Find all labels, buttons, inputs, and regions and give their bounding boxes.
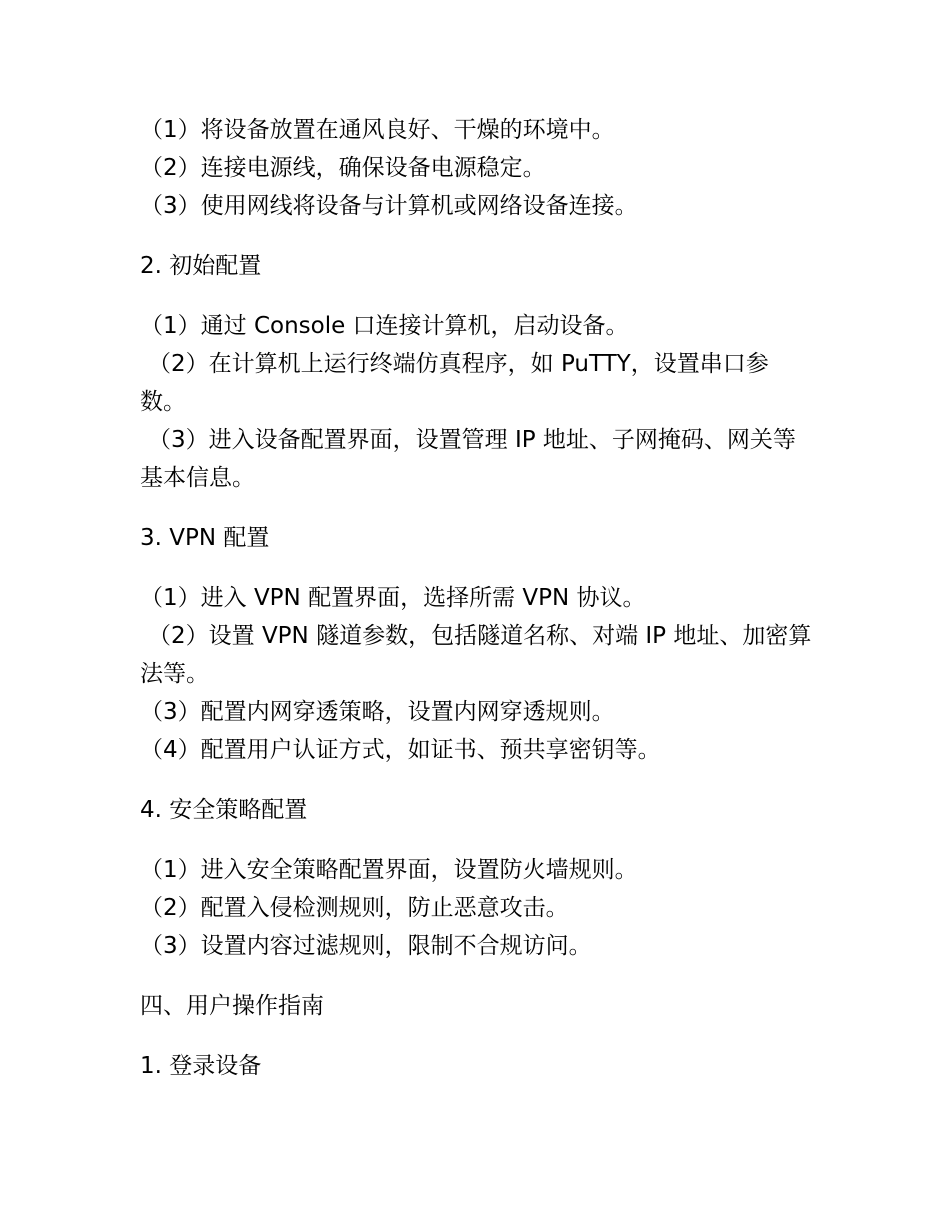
list-item: （3）使用网线将设备与计算机或网络设备连接。 <box>140 193 638 219</box>
list-item: （1）进入安全策略配置界面，设置防火墙规则。 <box>140 857 638 883</box>
section-heading: 3. VPN 配置 <box>140 525 270 551</box>
list-item: （2）配置入侵检测规则，防止恶意攻击。 <box>140 895 569 921</box>
list-item: （1）通过 Console 口连接计算机，启动设备。 <box>140 313 629 339</box>
list-item: （3）进入设备配置界面，设置管理 IP 地址、子网掩码、网关等基本信息。 <box>140 427 796 491</box>
list-item: （1）将设备放置在通风良好、干燥的环境中。 <box>140 117 615 143</box>
section-heading: 1. 登录设备 <box>140 1053 262 1079</box>
list-item: （3）设置内容过滤规则，限制不合规访问。 <box>140 933 592 959</box>
document-body <box>140 111 812 1107</box>
chapter-heading: 四、用户操作指南 <box>140 993 324 1019</box>
section-heading: 4. 安全策略配置 <box>140 797 308 823</box>
list-item: （4）配置用户认证方式，如证书、预共享密钥等。 <box>140 737 661 763</box>
section-heading: 2. 初始配置 <box>140 253 262 279</box>
list-item: （2）连接电源线，确保设备电源稳定。 <box>140 155 546 181</box>
list-item: （2）在计算机上运行终端仿真程序，如 PuTTY，设置串口参数。 <box>140 351 769 415</box>
list-item: （2）设置 VPN 隧道参数，包括隧道名称、对端 IP 地址、加密算法等。 <box>140 623 812 687</box>
list-item: （1）进入 VPN 配置界面，选择所需 VPN 协议。 <box>140 585 646 611</box>
list-item: （3）配置内网穿透策略，设置内网穿透规则。 <box>140 699 615 725</box>
